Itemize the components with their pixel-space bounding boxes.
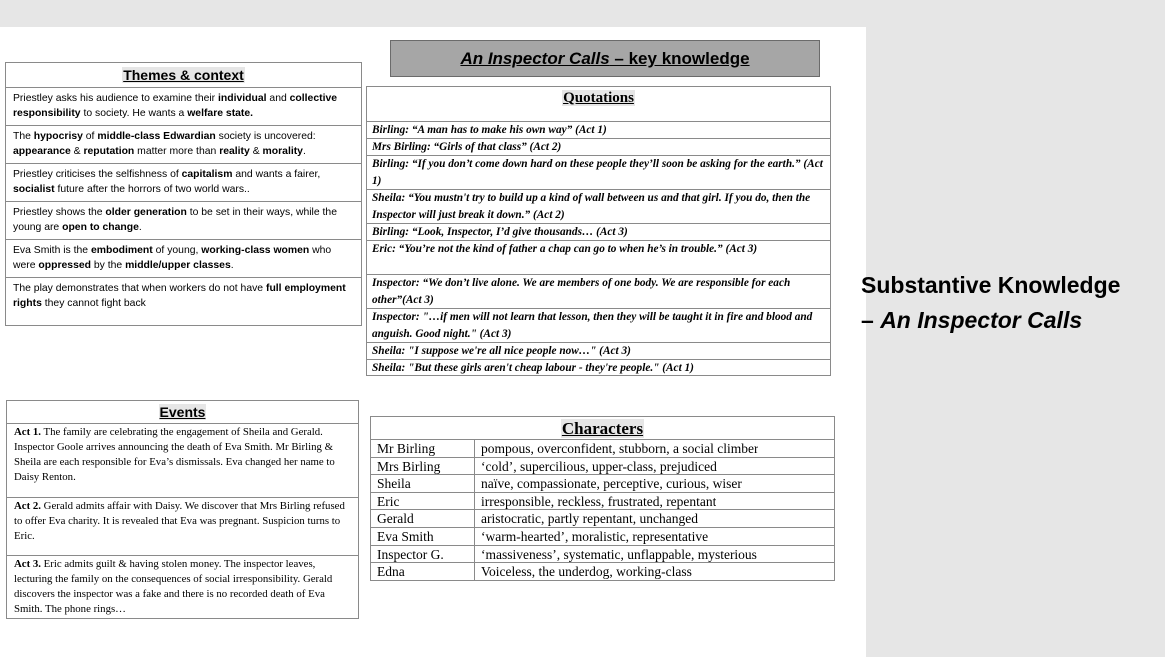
character-description: irresponsible, reckless, frustrated, repentant: [481, 493, 717, 509]
quotation-row: Inspector: “We don’t live alone. We are members of one body. We are responsible for each other”(Act 3): [367, 275, 830, 309]
character-name: Eric: [371, 493, 475, 510]
theme-row: The play demonstrates that when workers do not have full employment rights they cannot fight back: [13, 283, 346, 309]
character-name: Sheila: [371, 475, 475, 492]
quotations-box: [366, 86, 831, 376]
theme-row: Eva Smith is the embodiment of young, working-class women who were oppressed by the middle/upper classes.: [6, 240, 361, 278]
quotation-row: Birling: “A man has to make his own way” (Act 1): [367, 122, 830, 139]
character-row: [371, 493, 834, 511]
character-name: Mr Birling: [371, 440, 475, 457]
event-row: [7, 556, 358, 619]
characters-box: [370, 416, 835, 581]
character-name: Inspector G.: [371, 546, 475, 563]
event-row: [7, 498, 358, 556]
quotation-row: Birling: “If you don’t come down hard on these people they’ll soon be asking for the earth.” (Act 1): [367, 156, 830, 190]
character-row: [371, 563, 834, 581]
theme-row: Priestley criticises the selfishness of capitalism and wants a fairer, socialist future after the horrors of two world wars..: [6, 164, 361, 202]
side-heading-line2: – An Inspector Calls: [861, 307, 1083, 333]
event-act-label: Act 3.: [14, 558, 41, 570]
character-description: pompous, overconfident, stubborn, a social climber: [481, 441, 759, 456]
character-row: [371, 458, 834, 476]
characters-heading: Characters: [371, 417, 834, 440]
event-row: [7, 424, 358, 498]
event-act-label: Act 2.: [14, 500, 41, 512]
quotation-row: Eric: “You’re not the kind of father a chap can go to when he’s in trouble.” (Act 3): [367, 241, 830, 275]
quotations-heading: Quotations: [367, 87, 830, 122]
character-row: [371, 475, 834, 493]
character-row: [371, 546, 834, 564]
quotation-row: Birling: “Look, Inspector, I’d give thousands… (Act 3): [367, 224, 830, 241]
character-name: Gerald: [371, 510, 475, 527]
character-description: Voiceless, the underdog, working-class: [481, 564, 692, 580]
events-heading: Events: [7, 401, 358, 424]
quotation-row: Sheila: "I suppose we're all nice people now…" (Act 3): [367, 343, 830, 360]
event-text: Eric admits guilt & having stolen money. The inspector leaves, lecturing the family on the consequences of social irresponsibility. Gerald discovers the inspector was a fake and there is no recorded death of Eva Smith. The phone rings…: [14, 558, 333, 615]
event-act-label: Act 1.: [14, 426, 41, 438]
character-description: aristocratic, partly repentant, unchanged: [481, 511, 699, 527]
side-heading: [861, 268, 1120, 338]
page-title: An Inspector Calls – key knowledge: [390, 40, 820, 77]
character-name: Edna: [371, 563, 475, 581]
themes-context-box: [5, 62, 362, 326]
character-description: ‘cold’, supercilious, upper-class, prejudiced: [481, 458, 717, 474]
character-name: Eva Smith: [371, 528, 475, 545]
quotation-row: Sheila: "But these girls aren't cheap labour - they're people." (Act 1): [372, 362, 694, 374]
character-row: [371, 440, 834, 458]
event-text: The family are celebrating the engagement of Sheila and Gerald. Inspector Goole arrives announcing the death of Eva Smith. Mr Birling & Sheila are each responsible for Eva’s dismissals. Eva changed her name to Daisy Renton.: [14, 426, 335, 483]
quotation-row: Inspector: "…if men will not learn that lesson, then they will be taught it in fire and blood and anguish. Good night." (Act 3): [367, 309, 830, 343]
character-name: Mrs Birling: [371, 458, 475, 475]
character-row: [371, 528, 834, 546]
theme-row: Priestley asks his audience to examine their individual and collective responsibility to society. He wants a welfare state.: [6, 88, 361, 126]
character-row: [371, 510, 834, 528]
quotation-row: Mrs Birling: “Girls of that class” (Act 2): [367, 139, 830, 156]
character-description: ‘warm-hearted’, moralistic, representative: [481, 528, 709, 544]
side-heading-line1: Substantive Knowledge: [861, 272, 1121, 298]
character-description: ‘massiveness’, systematic, unflappable, mysterious: [481, 546, 757, 562]
events-box: [6, 400, 359, 619]
theme-row: Priestley shows the older generation to be set in their ways, while the young are open to change.: [6, 202, 361, 240]
themes-heading: Themes & context: [6, 63, 361, 88]
character-description: naïve, compassionate, perceptive, curious, wiser: [481, 476, 742, 492]
theme-row: The hypocrisy of middle-class Edwardian society is uncovered: appearance & reputation matter more than reality & morality.: [6, 126, 361, 164]
event-text: Gerald admits affair with Daisy. We discover that Mrs Birling refused to offer Eva charity. It is revealed that Eva was pregnant. Suspicion turns to Eric.: [14, 500, 345, 542]
quotation-row: Sheila: “You mustn't try to build up a kind of wall between us and that girl. If you do, then the Inspector will just break it down.” (Act 2): [367, 190, 830, 224]
